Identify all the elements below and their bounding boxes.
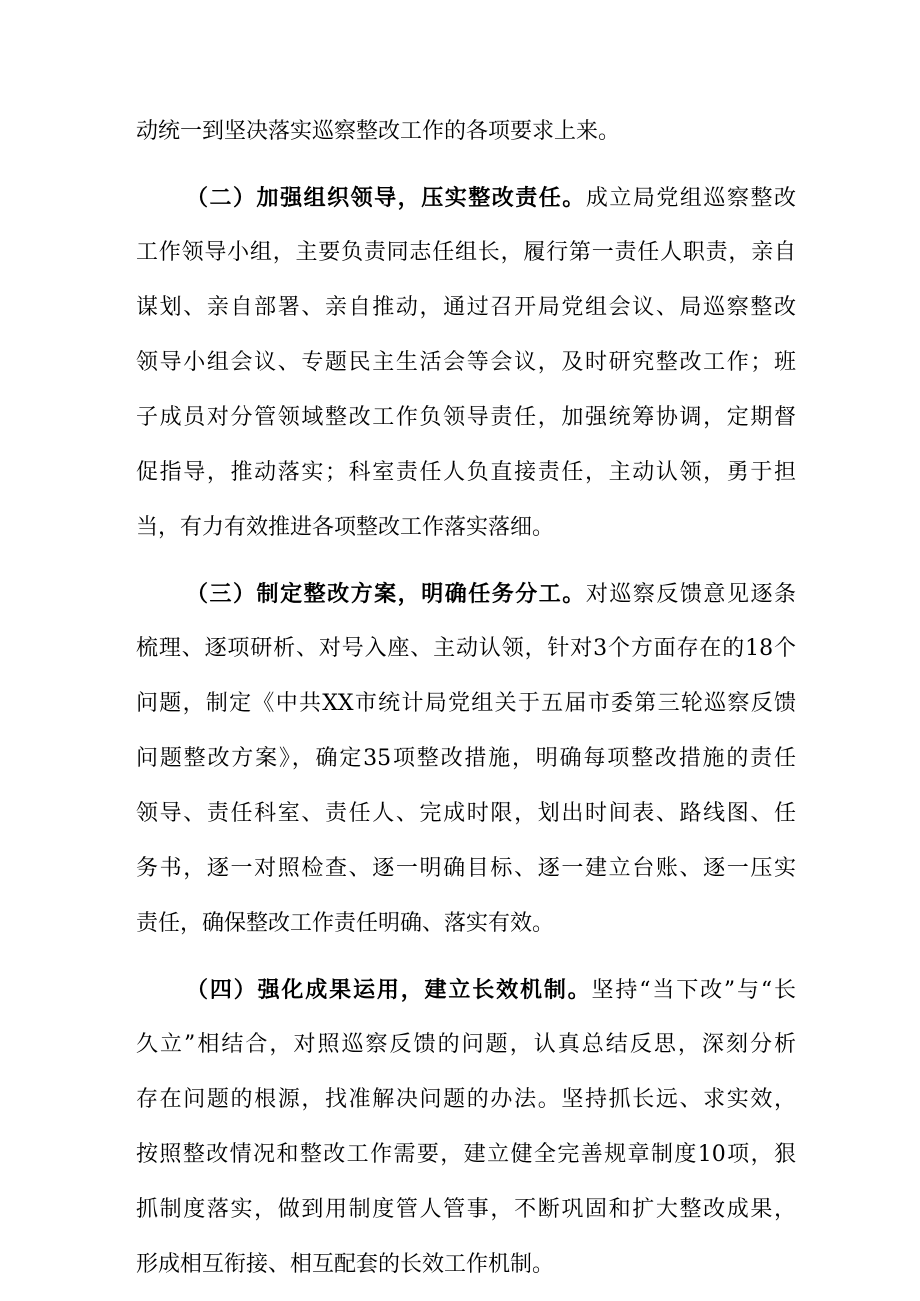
section-2-text: 成立局党组巡察整改 <box>585 186 796 211</box>
section-3-line: 问题，制定《中共XX市统计局党组关于五届市委第三轮巡察反馈 <box>136 691 796 716</box>
section-2-line: 谋划、亲自部署、亲自推动，通过召开局党组会议、局巡察整改 <box>136 295 796 320</box>
section-3-line: 领导、责任科室、责任人、完成时限，划出时间表、路线图、任 <box>136 801 796 826</box>
paragraph-continuation-line: 动统一到坚决落实巡察整改工作的各项要求上来。 <box>136 119 621 144</box>
section-2-line: 促指导，推动落实；科室责任人负直接责任，主动认领，勇于担 <box>136 460 796 485</box>
section-3-line: 务书，逐一对照检查、逐一明确目标、逐一建立台账、逐一压实 <box>136 856 796 881</box>
section-4-first-line <box>186 975 796 1006</box>
section-2-line: 当，有力有效推进各项整改工作落实落细。 <box>136 515 555 540</box>
section-2-line: 子成员对分管领域整改工作负领导责任，加强统筹协调，定期督 <box>136 405 796 430</box>
section-2-line: 领导小组会议、专题民主生活会等会议，及时研究整改工作；班 <box>136 350 796 375</box>
section-3-line: 责任，确保整改工作责任明确、落实有效。 <box>136 911 555 936</box>
section-3-line: 问题整改方案》，确定35项整改措施，明确每项整改措施的责任 <box>136 746 796 771</box>
section-2-heading: （二）加强组织领导，压实整改责任。 <box>186 185 586 211</box>
section-4-heading: （四）强化成果运用，建立长效机制。 <box>186 977 592 1003</box>
section-3-text: 对巡察反馈意见逐条 <box>585 582 796 607</box>
section-4-line: 抓制度落实，做到用制度管人管事，不断巩固和扩大整改成果， <box>136 1197 796 1222</box>
section-4-line: 形成相互衔接、相互配套的长效工作机制。 <box>136 1252 555 1277</box>
section-3-line: 梳理、逐项研析、对号入座、主动认领，针对3个方面存在的18个 <box>136 636 796 661</box>
section-3-heading: （三）制定整改方案，明确任务分工。 <box>186 581 586 607</box>
section-4-line: 按照整改情况和整改工作需要，建立健全完善规章制度10项，狠 <box>136 1142 796 1167</box>
section-2-line: 工作领导小组，主要负责同志任组长，履行第一责任人职责，亲自 <box>136 240 796 265</box>
section-2-first-line <box>186 183 796 214</box>
section-4-line: 存在问题的根源，找准解决问题的办法。坚持抓长远、求实效， <box>136 1087 796 1112</box>
section-3-first-line <box>186 579 796 610</box>
section-4-line: 久立”相结合，对照巡察反馈的问题，认真总结反思，深刻分析 <box>136 1032 796 1057</box>
section-4-text: 坚持“当下改”与“长 <box>591 978 796 1003</box>
